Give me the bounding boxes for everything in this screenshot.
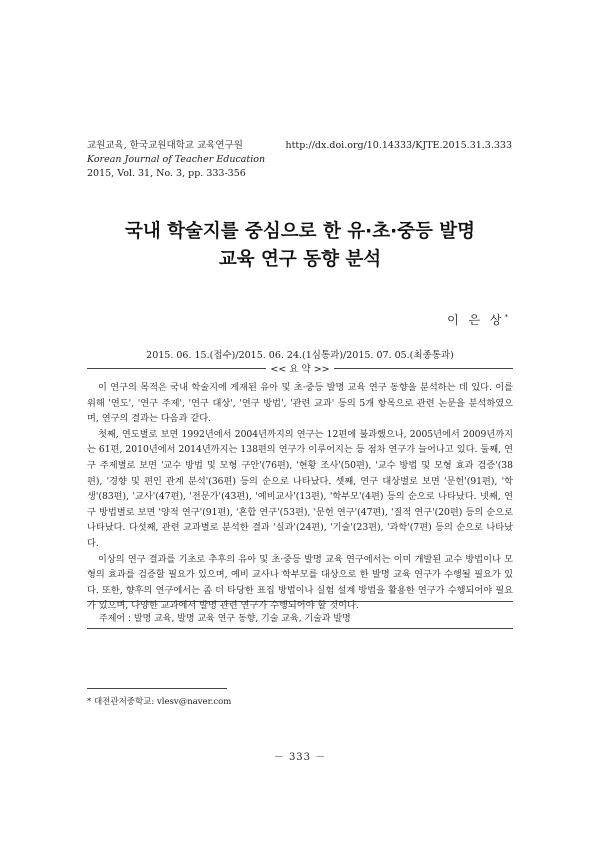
author-footnote-mark: * (504, 313, 508, 321)
abstract-body (87, 380, 513, 614)
publisher: 교원교육, 한국교원대학교 교육연구원 (87, 140, 243, 151)
journal-name: Korean Journal of Teacher Education (87, 154, 266, 165)
author-name: 이 은 상 (447, 313, 505, 327)
author (447, 311, 508, 328)
title-line-2: 교육 연구 동향 분석 (218, 249, 382, 270)
abstract-paragraph: 첫째, 연도별로 보면 1992년에서 2004년까지의 연구는 12편에 불과했으나, 2005년에서 2009년까지는 61편, 2010년에서 2014년까지는 138편의 연구가 이루어지는 등 점차 연구가 늘어나고 있다. 둘째, 연구 주제별로 보면 '교수 방법 및 모형 구안'(76편), '현황 조사'(50편), '교수 방법 및 모형 효과 검증'(38편), '경향 및 편인 관계 분석'(36편) 등의 순으로 나타났다. 셋째, 연구 대상별로 보면 '문헌'(91편), '학생'(83편), '교사'(47편), '전문가'(43편), '예비교사'(13편), '학부모'(4편) 등의 순으로 나타났다. 넷째, 연구 방법별로 보면 '양적 연구'(91편), '혼합 연구'(53편), '문헌 연구'(47편), '질적 연구'(20편) 등의 순으로 나타났다. 다섯째, 관련 교과별로 분석한 결과 '실과'(24편), '기술'(23편), '과학'(7편) 등의 순으로 나타났다. (87, 428, 513, 549)
abstract-bottom-rule (87, 628, 513, 629)
submission-dates: 2015. 06. 15.(접수)/2015. 06. 24.(1심통과)/2015. 07. 05.(최종통과) (146, 350, 454, 361)
author-footnote: * 대전관저중학교: vlesv@naver.com (87, 697, 232, 707)
abstract-paragraph: 이상의 연구 결과를 기초로 추후의 유아 및 초·중등 발명 교육 연구에서는 이미 개발된 교수 방법이나 모형의 효과를 검증할 필요가 있으며, 예비 교사나 학부모를 대상으로 한 발명 교육 연구가 수행될 필요가 있다. 또한, 향후의 연구에서는 좀 더 타당한 표집 방법이나 실험 설계 방법을 활용한 연구가 수행되어야 필요가 있으며, 다양한 교과에서 발명 관련 연구가 수행되어야 할 것이다. (87, 553, 513, 612)
abstract-heading: << 요 약 >> (0, 361, 600, 375)
abstract-paragraph: 이 연구의 목적은 국내 학술지에 게재된 유아 및 초·중등 발명 교육 연구 동향을 분석하는 데 있다. 이를 위해 '연도', '연구 주제', '연구 대상', '연구 방법', '관련 교과' 등의 5개 항목으로 관련 논문을 분석하였으며, 연구의 결과는 다음과 같다. (87, 382, 513, 425)
volume-info: 2015, Vol. 31, No. 3, pp. 333-356 (87, 168, 246, 179)
doi-link[interactable]: http://dx.doi.org/10.14333/KJTE.2015.31.3.333 (285, 140, 512, 151)
abstract-divider (87, 601, 513, 602)
keywords: 주제어 : 발명 교육, 발명 교육 연구 동향, 기술 교육, 기술과 발명 (99, 614, 351, 624)
page-number: － 333 － (273, 752, 327, 763)
title-line-1: 국내 학술지를 중심으로 한 유·초·중등 발명 (124, 221, 476, 242)
journal-header (87, 139, 265, 181)
paper-title (0, 218, 600, 274)
footnote-rule (87, 688, 227, 689)
